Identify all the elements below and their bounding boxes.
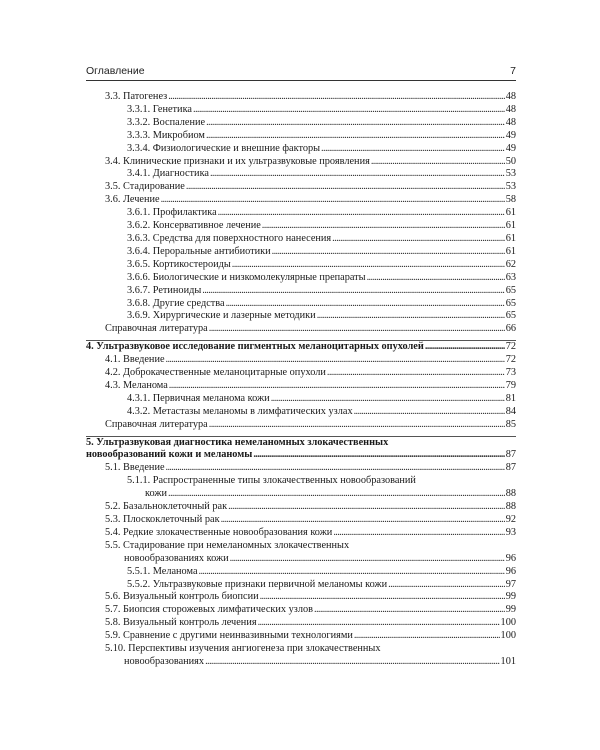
toc-entry-page: 87	[505, 462, 516, 474]
toc-entry-page: 53	[505, 168, 516, 180]
toc-entry-page: 85	[505, 418, 516, 430]
toc-leader-dots	[333, 527, 504, 540]
toc-entry-title: 5.4. Редкие злокачественные новообразования кожи	[105, 526, 333, 538]
toc-entry[interactable]	[86, 501, 516, 514]
toc-leader-dots	[168, 488, 505, 501]
toc-entry-page: 58	[505, 194, 516, 206]
toc-entry-page: 72	[505, 354, 516, 366]
toc-entry-title: 3.6.6. Биологические и низкомолекулярные препараты	[127, 271, 366, 283]
toc-chapter-title-line1: 5. Ультразвуковая диагностика немеланомных злокачественных	[86, 436, 389, 448]
toc-entry-page: 66	[505, 323, 516, 335]
toc-entry-title: 5.6. Визуальный контроль биопсии	[105, 591, 259, 603]
toc-entry-page: 50	[505, 155, 516, 167]
toc-leader-dots	[321, 143, 505, 156]
toc-entry[interactable]	[86, 233, 516, 246]
toc-entry-page: 48	[505, 91, 516, 102]
toc-entry-title: 3.6.9. Хирургические и лазерные методики	[127, 310, 316, 322]
toc-leader-dots	[210, 168, 505, 181]
toc-leader-dots	[166, 354, 505, 367]
toc-entry-title: 4.1. Введение	[105, 354, 165, 366]
toc-entry-title: 3.3.3. Микробиом	[127, 129, 205, 141]
toc-entry-page: 96	[505, 552, 516, 564]
toc-entry-page: 101	[500, 655, 516, 667]
toc-leader-dots	[161, 194, 505, 207]
toc-entry-page: 65	[505, 297, 516, 309]
toc-entry[interactable]	[86, 246, 516, 259]
toc-entry-title-line1: 5.1.1. Распространенные типы злокачественных новообразований	[127, 475, 416, 487]
toc-entry-page: 81	[505, 392, 516, 404]
toc-entry-title: 3.4.1. Диагностика	[127, 168, 209, 180]
toc-entry-title: Справочная литература	[105, 323, 208, 335]
toc-entry[interactable]	[86, 272, 516, 285]
toc-entry-title: 4.3.1. Первичная меланома кожи	[127, 392, 270, 404]
toc-entry[interactable]	[86, 604, 516, 617]
toc-entry[interactable]	[86, 220, 516, 233]
toc-leader-dots	[193, 104, 505, 117]
toc-entry-page: 53	[505, 181, 516, 193]
toc-entry[interactable]	[86, 354, 516, 367]
toc-leader-dots	[205, 656, 499, 669]
toc-entry-title-line2: кожи	[145, 488, 167, 500]
toc-leader-dots	[327, 367, 505, 380]
toc-leader-dots	[206, 117, 505, 130]
running-header-title: Оглавление	[86, 65, 145, 77]
toc-leader-dots	[262, 220, 505, 233]
toc-entry-title: 3.6.4. Пероральные антибиотики	[127, 245, 271, 257]
toc-entry[interactable]	[86, 393, 516, 406]
toc-entry-title: 4.2. Доброкачественные меланоцитарные опухоли	[105, 367, 326, 379]
toc-leader-dots	[169, 380, 505, 393]
toc-entry-page: 79	[505, 379, 516, 391]
toc-entry-page: 87	[505, 449, 516, 461]
toc-chapter-5[interactable]	[86, 437, 516, 463]
toc-entry-title: 5.7. Биопсия сторожевых лимфатических узлов	[105, 604, 313, 616]
toc-leader-dots	[206, 130, 505, 143]
toc-entry[interactable]	[86, 207, 516, 220]
toc-entry-title-line2: новообразованиях кожи	[124, 552, 229, 564]
toc-leader-dots	[354, 630, 500, 643]
toc-entry[interactable]	[86, 181, 516, 194]
toc-entry[interactable]	[86, 540, 516, 566]
toc-leader-dots	[371, 156, 505, 169]
toc-leader-dots	[209, 419, 505, 432]
toc-entry-title: 3.6.1. Профилактика	[127, 207, 217, 219]
toc-entry[interactable]	[86, 130, 516, 143]
toc-entry[interactable]	[86, 168, 516, 181]
toc-entry-page: 100	[500, 630, 516, 642]
toc-entry-title: 3.3.2. Воспаление	[127, 116, 206, 128]
toc-entry[interactable]	[86, 323, 516, 336]
toc-entry-title: 5.5.2. Ультразвуковые признаки первичной меланомы кожи	[127, 578, 388, 590]
toc-entry-title: 3.3. Патогенез	[105, 91, 168, 102]
toc-entry[interactable]	[86, 156, 516, 169]
toc-entry-title: 5.1. Введение	[105, 462, 165, 474]
toc-leader-dots	[253, 449, 504, 462]
toc-entry-page: 61	[505, 232, 516, 244]
toc-leader-dots	[228, 501, 505, 514]
toc-entry-title-line1: 5.5. Стадирование при немеланомных злокачественных	[105, 539, 350, 551]
toc-entry-title: 3.6.8. Другие средства	[127, 297, 225, 309]
toc-entry-title: 4.3.2. Метастазы меланомы в лимфатических узлах	[127, 405, 353, 417]
toc-entry-title: 3.3.4. Физиологические и внешние факторы	[127, 142, 321, 154]
toc-chapter-title-line2: новообразований кожи и меланомы	[86, 449, 253, 461]
toc-entry-title: 5.3. Плоскоклеточный рак	[105, 514, 220, 525]
toc-chapter-title: 4. Ультразвуковое исследование пигментных меланоцитарных опухолей	[86, 341, 424, 353]
toc-leader-dots	[425, 341, 505, 354]
toc-entry[interactable]	[86, 406, 516, 419]
running-header	[86, 65, 516, 81]
toc-entry-page: 100	[500, 617, 516, 629]
page-number: 7	[510, 65, 516, 77]
toc-entry[interactable]	[86, 194, 516, 207]
toc-entry-page: 93	[505, 526, 516, 538]
toc-entry-page: 88	[505, 501, 516, 513]
toc-entry-page: 49	[505, 142, 516, 154]
toc-entry[interactable]	[86, 310, 516, 323]
toc-entry[interactable]	[86, 117, 516, 130]
toc-entry[interactable]	[86, 259, 516, 272]
toc-entry[interactable]	[86, 285, 516, 298]
toc-entry[interactable]	[86, 475, 516, 501]
toc-entry-title-line1: 5.10. Перспективы изучения ангиогенеза при злокачественных	[105, 643, 381, 655]
toc-entry-title: 5.2. Базальноклеточный рак	[105, 501, 228, 513]
toc-entry-title: 3.6.2. Консервативное лечение	[127, 220, 261, 232]
toc-leader-dots	[232, 259, 505, 272]
toc-entry-title: 3.6. Лечение	[105, 194, 160, 206]
toc-entry[interactable]	[86, 380, 516, 393]
toc-entry-title: 5.9. Сравнение с другими неинвазивными технологиями	[105, 630, 353, 642]
toc-entry-page: 99	[505, 604, 516, 616]
toc-leader-dots	[230, 553, 505, 566]
toc-leader-dots	[260, 591, 505, 604]
toc-leader-dots	[221, 514, 505, 527]
toc-entry-page: 61	[505, 220, 516, 232]
toc-entry[interactable]	[86, 367, 516, 380]
toc-entry-title: 3.6.7. Ретиноиды	[127, 284, 202, 296]
toc-leader-dots	[367, 272, 505, 285]
toc-leader-dots	[166, 462, 505, 475]
toc-entry[interactable]	[86, 566, 516, 579]
toc-entry-title: 3.3.1. Генетика	[127, 103, 192, 115]
toc-entry-page: 97	[505, 578, 516, 590]
toc-entry[interactable]	[86, 143, 516, 156]
toc-leader-dots	[199, 566, 505, 579]
toc-entry-title: 3.5. Стадирование	[105, 181, 185, 193]
toc-entry[interactable]	[86, 298, 516, 311]
toc-entry-page: 84	[505, 405, 516, 417]
toc-entry-title: Справочная литература	[105, 418, 208, 430]
toc-entry-title-line2: новообразованиях	[124, 655, 205, 667]
toc-entry[interactable]	[86, 630, 516, 643]
toc-entry-title: 5.5.1. Меланома	[127, 565, 198, 577]
toc-entry-title: 3.6.3. Средства для поверхностного нанесения	[127, 232, 332, 244]
toc-entry[interactable]	[86, 527, 516, 540]
toc-entry[interactable]	[86, 514, 516, 527]
toc-entry[interactable]	[86, 104, 516, 117]
toc-entry[interactable]	[86, 579, 516, 592]
toc-entry[interactable]	[86, 591, 516, 604]
toc-entry-page: 65	[505, 310, 516, 322]
toc-leader-dots	[226, 298, 505, 311]
toc-entry-page: 73	[505, 367, 516, 379]
toc-entry-title: 4.3. Меланома	[105, 379, 168, 391]
toc-entry-page: 48	[505, 116, 516, 128]
toc-entry-page: 99	[505, 591, 516, 603]
toc-entry-page: 62	[505, 258, 516, 270]
toc-leader-dots	[272, 246, 505, 259]
toc-leader-dots	[168, 91, 504, 104]
toc-entry-page: 92	[505, 514, 516, 525]
toc-entry-page: 61	[505, 245, 516, 257]
table-of-contents	[86, 91, 516, 669]
toc-entry-page: 96	[505, 565, 516, 577]
toc-leader-dots	[258, 617, 500, 630]
toc-entry-page: 48	[505, 103, 516, 115]
toc-entry-page: 49	[505, 129, 516, 141]
toc-leader-dots	[186, 181, 505, 194]
toc-entry[interactable]	[86, 462, 516, 475]
toc-leader-dots	[317, 310, 505, 323]
toc-entry-title: 3.4. Клинические признаки и их ультразвуковые проявления	[105, 155, 370, 167]
toc-entry-page: 63	[505, 271, 516, 283]
toc-entry-title: 3.6.5. Кортикостероиды	[127, 258, 231, 270]
toc-leader-dots	[202, 285, 504, 298]
toc-entry-title: 5.8. Визуальный контроль лечения	[105, 617, 257, 629]
toc-entry-page: 88	[505, 488, 516, 500]
toc-entry-page: 65	[505, 284, 516, 296]
toc-leader-dots	[271, 393, 505, 406]
toc-entry[interactable]	[86, 419, 516, 432]
toc-chapter-4[interactable]	[86, 341, 516, 354]
toc-entry[interactable]	[86, 643, 516, 669]
toc-entry[interactable]	[86, 617, 516, 630]
toc-leader-dots	[314, 604, 505, 617]
toc-leader-dots	[209, 323, 505, 336]
toc-leader-dots	[354, 406, 505, 419]
toc-entry-page: 72	[505, 341, 516, 353]
toc-leader-dots	[332, 233, 505, 246]
toc-leader-dots	[388, 579, 505, 592]
toc-entry-page: 61	[505, 207, 516, 219]
toc-leader-dots	[218, 207, 505, 220]
toc-entry[interactable]	[86, 91, 516, 104]
